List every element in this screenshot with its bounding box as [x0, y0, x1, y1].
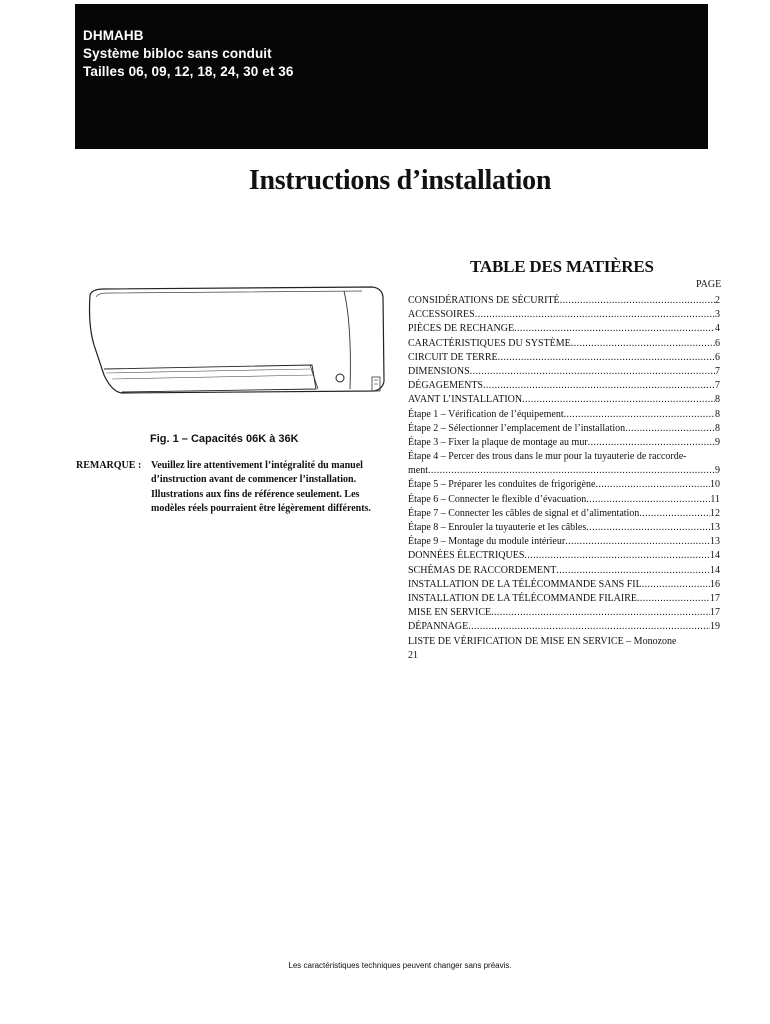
toc-entry-title: Étape 2 – Sélectionner l’emplacement de l’installation [408, 422, 626, 434]
toc-leader-dots [522, 393, 715, 407]
toc-entry[interactable] [408, 493, 720, 507]
toc-entry[interactable] [408, 322, 720, 336]
toc-entry-page: 6 [715, 337, 720, 349]
toc-entry-page: 3 [715, 309, 720, 321]
toc-leader-dots [588, 436, 715, 450]
toc-entry-page: 16 [710, 578, 720, 590]
toc-leader-dots [475, 308, 715, 322]
toc-leader-dots [470, 365, 715, 379]
toc-entry-title: DIMENSIONS [408, 365, 470, 377]
toc-entry-title: Étape 6 – Connecter le flexible d’évacuation [408, 493, 587, 505]
toc-entry[interactable] [408, 337, 720, 351]
page-title: Instructions d’installation [248, 165, 552, 196]
toc-entry[interactable] [408, 393, 720, 407]
toc-entry-title: ment [408, 465, 428, 477]
toc-entry-title: Étape 8 – Enrouler la tuyauterie et les câbles [408, 522, 587, 533]
toc-entry-page: 9 [715, 436, 720, 448]
toc-leader-dots [637, 592, 710, 606]
toc-entry-title: LISTE DE VÉRIFICATION DE MISE EN SERVICE – Monozone [408, 635, 677, 647]
toc-entry[interactable] [408, 606, 720, 620]
figure-caption: Fig. 1 – Capacités 06K à 36K [150, 433, 299, 445]
toc-leader-dots [625, 422, 715, 436]
toc-entry[interactable] [408, 549, 720, 563]
toc-entry[interactable] [408, 521, 720, 535]
toc-entry[interactable] [408, 408, 720, 422]
toc-entry-page: 17 [710, 592, 720, 604]
toc-entry-title: Étape 7 – Connecter les câbles de signal et d’alimentation [408, 507, 640, 519]
toc-leader-dots [560, 294, 715, 308]
toc-entry[interactable] [408, 308, 720, 322]
toc-entry-page: 13 [710, 536, 720, 548]
toc-entry[interactable] [408, 578, 720, 592]
toc-entry-page: 7 [715, 380, 720, 392]
toc-leader-dots [639, 507, 710, 521]
toc-entry[interactable] [408, 620, 720, 634]
toc-entry-title: CIRCUIT DE TERRE [408, 351, 498, 363]
toc-entry[interactable] [408, 351, 720, 365]
toc-entry-title: 21 [408, 649, 418, 661]
toc-leader-dots [514, 322, 715, 336]
toc-entry-title: Étape 4 – Percer des trous dans le mur pour la tuyauterie de raccorde- [408, 451, 687, 463]
system-name: Système bibloc sans conduit [83, 46, 272, 61]
toc-entry-title: PIÈCES DE RECHANGE [408, 323, 515, 335]
toc-entry-page: 9 [715, 465, 720, 477]
toc-entry-title: INSTALLATION DE LA TÉLÉCOMMANDE FILAIRE [408, 592, 637, 604]
toc-entry-page: 8 [715, 408, 720, 420]
toc-leader-dots [524, 549, 710, 563]
toc-entry-title: ACCESSOIRES [408, 309, 475, 321]
toc-entry-page: 8 [715, 394, 720, 406]
toc-entry-title: DÉGAGEMENTS [408, 380, 483, 392]
sizes-line: Tailles 06, 09, 12, 18, 24, 30 et 36 [83, 64, 294, 79]
toc-leader-dots [642, 578, 710, 592]
footer-note: Les caractéristiques techniques peuvent changer sans préavis. [288, 961, 512, 970]
toc-leader-dots [564, 408, 715, 422]
toc-entry-page: 7 [715, 365, 720, 377]
toc-leader-dots [491, 606, 710, 620]
toc-entry[interactable] [408, 450, 720, 464]
toc-leader-dots [586, 521, 710, 535]
toc-entry-title: Étape 9 – Montage du module intérieur [408, 536, 566, 548]
toc-entry[interactable] [408, 379, 720, 393]
toc-leader-dots [595, 478, 710, 492]
toc-entry-title: SCHÉMAS DE RACCORDEMENT [408, 564, 557, 576]
toc-title: TABLE DES MATIÈRES [470, 257, 654, 276]
toc-entry-page: 11 [710, 493, 720, 505]
toc-leader-dots [483, 379, 715, 393]
toc-entry-page: 12 [710, 507, 720, 519]
toc-entry[interactable] [408, 478, 720, 492]
toc-entry[interactable] [408, 635, 720, 649]
toc-entry[interactable] [408, 436, 720, 450]
toc-entry-page: 19 [710, 621, 720, 633]
header-banner [75, 4, 708, 149]
toc-leader-dots [571, 337, 715, 351]
toc-leader-dots [468, 620, 710, 634]
toc-entry[interactable] [408, 365, 720, 379]
toc-page-header: PAGE [696, 279, 722, 290]
toc-leader-dots [586, 493, 710, 507]
toc-leader-dots [498, 351, 715, 365]
model-name: DHMAHB [83, 28, 144, 43]
table-of-contents [408, 294, 720, 663]
toc-entry-title: CARACTÉRISTIQUES DU SYSTÈME [408, 337, 571, 349]
toc-entry-title: CONSIDÉRATIONS DE SÉCURITÉ [408, 295, 560, 306]
toc-entry-page: 4 [715, 323, 720, 335]
toc-entry[interactable] [408, 649, 720, 663]
note-label: REMARQUE : [76, 460, 142, 471]
indoor-unit-illustration [82, 285, 392, 405]
toc-entry[interactable] [408, 564, 720, 578]
toc-entry[interactable] [408, 535, 720, 549]
toc-entry-page: 14 [710, 564, 720, 576]
toc-entry-title: Étape 1 – Vérification de l’équipement [408, 408, 564, 420]
toc-entry[interactable] [408, 507, 720, 521]
toc-entry-page: 14 [710, 550, 720, 562]
toc-entry-title: Étape 3 – Fixer la plaque de montage au mur [408, 436, 588, 448]
toc-entry-page: 8 [715, 422, 720, 434]
toc-entry-title: INSTALLATION DE LA TÉLÉCOMMANDE SANS FIL [408, 578, 642, 590]
toc-entry[interactable] [408, 592, 720, 606]
toc-entry-title: DÉPANNAGE [408, 621, 469, 633]
toc-entry-title: AVANT L’INSTALLATION [408, 394, 523, 406]
toc-entry-title: Étape 5 – Préparer les conduites de frigorigène [408, 479, 596, 491]
toc-entry-page: 6 [715, 351, 720, 363]
toc-entry[interactable] [408, 464, 720, 478]
toc-entry[interactable] [408, 294, 720, 308]
toc-entry-page: 2 [715, 295, 720, 306]
toc-entry-page: 17 [710, 607, 720, 619]
toc-leader-dots [428, 464, 715, 478]
toc-leader-dots [556, 564, 710, 578]
toc-entry-title: MISE EN SERVICE [408, 607, 492, 619]
toc-entry-page: 13 [710, 522, 720, 533]
toc-leader-dots [565, 535, 710, 549]
note-text: Veuillez lire attentivement l’intégralité du manuel d’instruction avant de commencer l’installation. Illustrations aux fins de référence seulement. Les modèles réels pourraient être légèrement différents. [151, 460, 371, 514]
toc-entry[interactable] [408, 422, 720, 436]
toc-entry-page: 10 [710, 479, 720, 491]
toc-entry-title: DONNÉES ÉLECTRIQUES [408, 550, 525, 562]
